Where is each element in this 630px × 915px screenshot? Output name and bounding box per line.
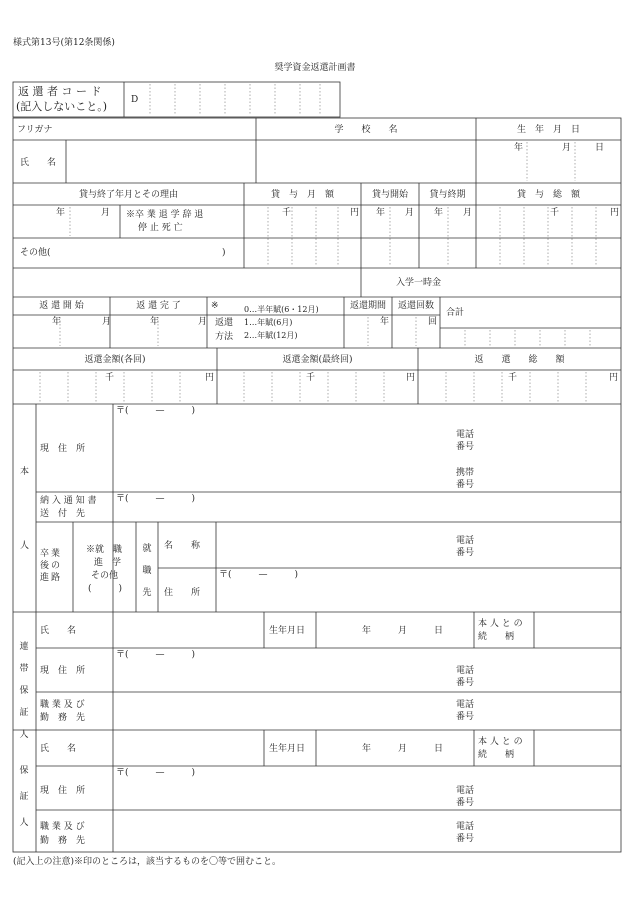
loan-monthly-header: 貸 与 月 額 bbox=[270, 190, 334, 200]
loan-finish-header: 貸与終期 bbox=[429, 190, 466, 200]
repay-method-label-1: 返還 bbox=[215, 318, 234, 328]
g-tel-1: 電話 bbox=[456, 786, 475, 796]
job-label: 就職先 bbox=[142, 544, 152, 598]
jg-job-1: 職 業 及 び bbox=[40, 700, 85, 710]
last-sen: 千 bbox=[306, 373, 316, 383]
g-postal: 〒( — ) bbox=[116, 768, 196, 778]
career-option-other: その他 bbox=[91, 571, 119, 581]
jg-job-tel-2: 番号 bbox=[456, 712, 475, 722]
repay-end-month: 月 bbox=[198, 317, 208, 327]
career-option-job: ※就 職 bbox=[86, 545, 123, 555]
person-label-1: 本 bbox=[20, 467, 30, 477]
g-birth-ymd: 年 月 日 bbox=[362, 744, 444, 754]
code-prefix: D bbox=[131, 95, 139, 105]
method-option-0: 0…半年賦(6・12月) bbox=[244, 305, 319, 314]
g-birth-label: 生年月日 bbox=[269, 744, 306, 754]
job-postal: 〒( — ) bbox=[219, 570, 299, 580]
repay-start-header: 返 還 開 始 bbox=[39, 301, 84, 311]
repay-count-kai: 回 bbox=[428, 317, 438, 327]
g-relation-1: 本 人 と の bbox=[478, 737, 523, 747]
birth-year: 年 bbox=[514, 143, 524, 153]
repay-end-header: 返 還 完 了 bbox=[136, 301, 181, 311]
repay-period-header: 返還期間 bbox=[349, 301, 386, 311]
repay-method-mark: ※ bbox=[211, 301, 219, 311]
address-postal: 〒( — ) bbox=[116, 406, 196, 416]
total-sen: 千 bbox=[550, 208, 560, 218]
method-option-2: 2…年賦(12月) bbox=[244, 331, 298, 340]
last-yen: 円 bbox=[406, 373, 416, 383]
loan-end-year: 年 bbox=[56, 208, 66, 218]
jg-name-label: 氏 名 bbox=[40, 626, 77, 636]
g-tel-2: 番号 bbox=[456, 798, 475, 808]
repay-start-year: 年 bbox=[52, 317, 62, 327]
start-month: 月 bbox=[405, 208, 415, 218]
g-job-tel-1: 電話 bbox=[456, 822, 475, 832]
career-label: 卒業後の進路 bbox=[40, 549, 63, 583]
each-sen: 千 bbox=[105, 373, 115, 383]
form-title: 奨学資金返還計画書 bbox=[274, 63, 356, 73]
each-yen: 円 bbox=[205, 373, 215, 383]
notice-postal: 〒( — ) bbox=[116, 494, 196, 504]
job-address-label: 住 所 bbox=[164, 588, 201, 598]
repay-last-header: 返還金額(最終回) bbox=[282, 355, 353, 365]
loan-start-header: 貸与開始 bbox=[371, 190, 408, 200]
jg-birth-label: 生年月日 bbox=[269, 626, 306, 636]
code-label: 返 還 者 コ ー ド bbox=[18, 85, 102, 98]
start-year: 年 bbox=[376, 208, 386, 218]
loan-end-header: 貸与終了年月とその理由 bbox=[78, 190, 178, 200]
jg-job-tel-1: 電話 bbox=[456, 700, 475, 710]
guarantor-label: 保証人 bbox=[19, 766, 29, 828]
finish-year: 年 bbox=[434, 208, 444, 218]
mobile-label-2: 番号 bbox=[456, 480, 475, 490]
code-label-note: (記入しないこと。) bbox=[16, 100, 108, 113]
joint-guarantor-label: 連帯保証人 bbox=[19, 642, 29, 740]
jg-address-label: 現 住 所 bbox=[40, 666, 86, 676]
job-tel-2: 番号 bbox=[456, 548, 475, 558]
notice-label-1: 納 入 通 知 書 bbox=[40, 496, 97, 506]
sum-yen: 円 bbox=[609, 373, 619, 383]
g-name-label: 氏 名 bbox=[40, 744, 77, 754]
entrance-fee-label: 入学一時金 bbox=[395, 278, 441, 288]
reason-options-1: ※卒 業 退 学 辞 退 bbox=[126, 210, 204, 220]
g-job-1: 職 業 及 び bbox=[40, 822, 85, 832]
g-job-2: 勤 務 先 bbox=[40, 836, 86, 846]
address-label: 現 住 所 bbox=[40, 444, 86, 454]
repay-count-header: 返還回数 bbox=[397, 301, 434, 311]
jg-relation-2: 続 柄 bbox=[478, 632, 515, 642]
finish-month: 月 bbox=[463, 208, 473, 218]
repay-period-year: 年 bbox=[380, 317, 390, 327]
g-address-label: 現 住 所 bbox=[40, 786, 86, 796]
g-job-tel-2: 番号 bbox=[456, 834, 475, 844]
career-option-paren: ( ) bbox=[88, 584, 123, 594]
jg-relation-1: 本 人 と の bbox=[478, 619, 523, 629]
footer-note: (記入上の注意)※印のところは，該当するものを〇等で囲むこと。 bbox=[13, 857, 282, 867]
form-number: 様式第13号(第12条関係) bbox=[13, 38, 115, 48]
loan-total-header: 貸 与 総 額 bbox=[516, 190, 580, 200]
other-reason-close: ) bbox=[222, 248, 226, 258]
repay-sum-header: 返 還 総 額 bbox=[474, 355, 565, 365]
birth-month: 月 bbox=[562, 143, 572, 153]
monthly-sen: 千 bbox=[282, 208, 292, 218]
name-label: 氏 名 bbox=[20, 158, 57, 168]
person-label-2: 人 bbox=[20, 541, 30, 551]
sum-sen: 千 bbox=[508, 373, 518, 383]
reason-options-2: 停 止 死 亡 bbox=[138, 223, 183, 233]
career-option-school: 進 学 bbox=[94, 558, 122, 568]
other-reason-label: その他( bbox=[20, 248, 51, 258]
repay-each-header: 返還金額(各回) bbox=[84, 355, 146, 365]
school-name-label: 学 校 名 bbox=[334, 125, 398, 135]
repay-total-label: 合計 bbox=[446, 308, 465, 318]
repay-start-month: 月 bbox=[102, 317, 112, 327]
furigana-label: フリガナ bbox=[17, 125, 53, 135]
jg-tel-1: 電話 bbox=[456, 666, 475, 676]
jg-job-2: 勤 務 先 bbox=[40, 713, 86, 723]
g-relation-2: 続 柄 bbox=[478, 750, 515, 760]
job-tel-1: 電話 bbox=[456, 536, 475, 546]
birth-day: 日 bbox=[595, 143, 605, 153]
monthly-yen: 円 bbox=[350, 208, 360, 218]
job-name-label: 名 称 bbox=[164, 541, 201, 551]
loan-end-month: 月 bbox=[101, 208, 111, 218]
tel-label-2: 番号 bbox=[456, 442, 475, 452]
repay-method-label-2: 方法 bbox=[215, 332, 234, 342]
notice-label-2: 送 付 先 bbox=[40, 509, 86, 519]
repay-end-year: 年 bbox=[150, 317, 160, 327]
method-option-1: 1…年賦(6月) bbox=[244, 318, 293, 327]
jg-tel-2: 番号 bbox=[456, 678, 475, 688]
mobile-label-1: 携帯 bbox=[456, 468, 475, 478]
jg-postal: 〒( — ) bbox=[116, 650, 196, 660]
jg-birth-ymd: 年 月 日 bbox=[362, 626, 444, 636]
birth-date-label: 生 年 月 日 bbox=[516, 125, 580, 135]
total-yen: 円 bbox=[610, 208, 620, 218]
tel-label-1: 電話 bbox=[456, 430, 475, 440]
